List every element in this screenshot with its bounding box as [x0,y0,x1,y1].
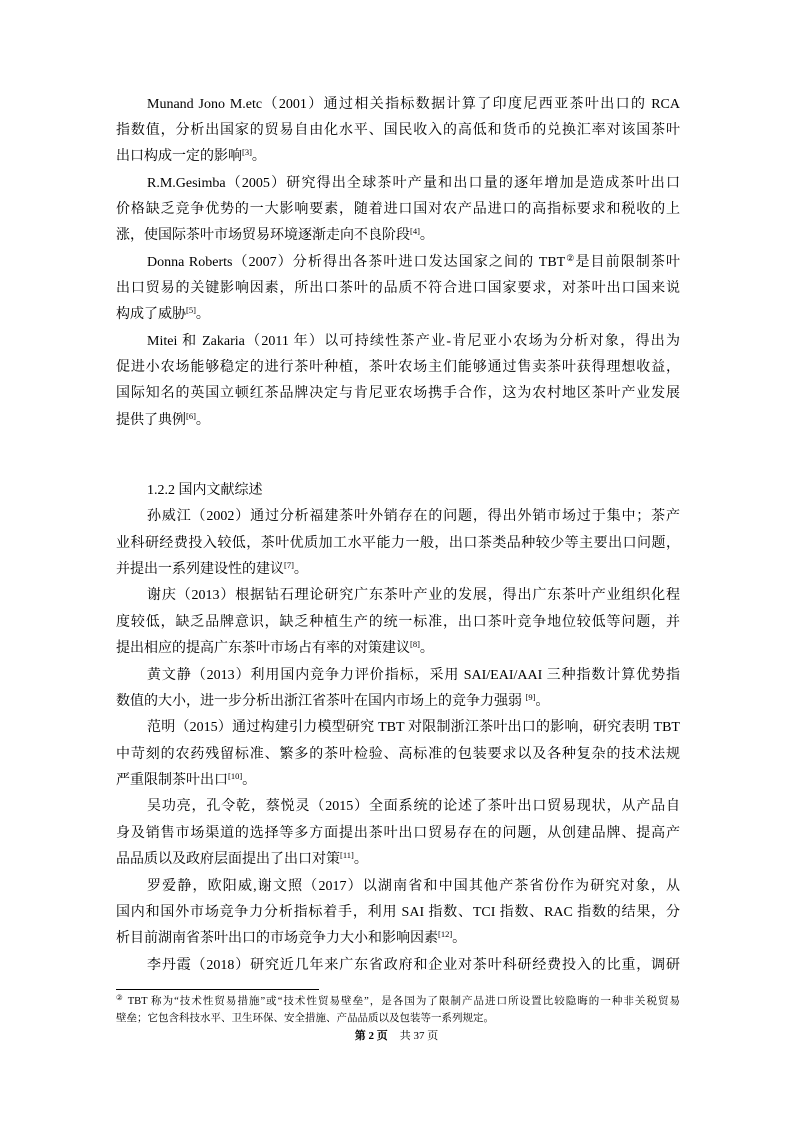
text-run: 提供了典例 [116,412,186,428]
section-heading-text: 1.2.2 国内文献综述 [147,482,263,498]
para-li-danxia-2018 [116,953,680,979]
text-line [116,302,680,328]
text-run: 。 [242,773,257,789]
text-run: 。 [195,412,210,428]
page-number [0,1028,793,1044]
text-line [116,926,680,952]
text-line [116,329,680,355]
text-run: 严重限制茶叶出口 [116,773,228,789]
text-run: 。 [195,307,210,323]
citation-ref: [10] [228,771,243,782]
text-run: Mitei 和 Zakaria（2011 年）以可持续性茶产业-肯尼亚小农场为分析对象，得出为 [147,333,680,349]
text-run: 构成了威胁 [116,307,186,323]
text-line [116,408,680,434]
text-run: 指数值，分析出国家的贸易自由化水平、国民收入的高低和货币的兑换汇率对该国茶叶 [116,123,680,139]
para-wu-gongliang-2015 [116,794,680,873]
text-run: 并提出一系列建设性的建议 [116,561,284,577]
para-roberts-2007 [116,250,680,329]
text-line [116,610,680,636]
text-run: 。 [419,228,434,244]
text-line [116,953,680,979]
footnote-line [116,1010,680,1028]
text-line [116,144,680,170]
text-line [116,663,680,689]
footnote-text: 壁垒；它包含科技水平、卫生环保、安全措施、产品品质以及包装等一系列规定。 [116,1013,494,1024]
text-line [116,223,680,249]
domestic-literature-section [116,478,680,979]
text-run: Donna Roberts（2007）分析得出各茶叶进口发达国家之间的 TBT [147,254,566,270]
citation-ref: [8] [410,639,420,650]
footnote-text: TBT 称为“技术性贸易措施”或“技术性贸易壁垒”，是各国为了限制产品进口所设置比较隐晦的一种非关税贸易 [127,995,681,1007]
text-run: 涨，使国际茶叶市场贸易环境逐渐走向不良阶段 [116,228,410,244]
text-line [116,689,680,715]
text-line [116,821,680,847]
citation-ref: [3] [242,147,252,158]
text-line [116,171,680,197]
footnote-marker: ② [116,992,124,1002]
text-run: 。 [353,852,368,868]
text-line [116,583,680,609]
text-run: 罗爱静，欧阳威,谢文照（2017）以湖南省和中国其他产茶省份作为研究对象，从 [147,878,680,894]
current-page-label: 第 2 页 [354,1030,388,1042]
text-run: 度较低，缺乏品牌意识，缺乏种植生产的统一标准，出口茶叶竞争地位较低等问题，并 [116,614,680,630]
text-line [116,118,680,144]
para-munand-jono-2001 [116,92,680,171]
footnote-separator [116,989,319,990]
para-gesimba-2005 [116,171,680,250]
text-run: 黄文静（2013）利用国内竞争力评价指标，采用 SAI/EAI/AAI 三种指数计算优势指 [147,667,680,683]
text-line [116,250,680,276]
section-heading [116,478,680,504]
text-run: Munand Jono M.etc（2001）通过相关指标数据计算了印度尼西亚茶叶出口的 RCA [147,96,680,112]
text-run: 。 [452,931,467,947]
text-run: 身及销售市场渠道的选择等多方面提出茶叶出口贸易存在的问题，从创建品牌、提高产 [116,825,680,841]
text-run: 出口贸易的关键影响因素，所出口茶叶的品质不符合进口国家要求，对茶叶出口国来说 [116,281,680,297]
foreign-literature-section [116,92,680,434]
text-run: 李丹霞（2018）研究近几年来广东省政府和企业对茶叶科研经费投入的比重，调研 [147,957,680,973]
citation-ref: [9] [525,691,536,702]
text-run: 数值的大小，进一步分析出浙江省茶叶在国内市场上的竞争力强弱 [116,693,526,709]
citation-ref: [7] [284,559,294,570]
text-run: 品品质以及政府层面提出了出口对策 [116,852,340,868]
text-line [116,531,680,557]
text-run: 促进小农场能够稳定的进行茶叶种植，茶叶农场主们能够通过售卖茶叶获得理想收益， [116,360,680,376]
text-run: R.M.Gesimba（2005）研究得出全球茶叶产量和出口量的逐年增加是造成茶叶出口 [147,175,680,191]
para-mitei-zakaria-2011 [116,329,680,434]
text-line [116,768,680,794]
para-luo-aijing-2017 [116,874,680,953]
text-run: 吴功亮，孔令乾，蔡悦灵（2015）全面系统的论述了茶叶出口贸易现状，从产品自 [147,799,680,815]
text-line [116,381,680,407]
text-run: 提出相应的提高广东茶叶市场占有率的对策建议 [116,641,410,657]
text-line [116,847,680,873]
footnote [116,993,680,1028]
text-run: 出口构成一定的影响 [116,149,242,165]
text-run: 是目前限制茶叶 [575,254,680,270]
footnote-ref: ② [565,252,576,263]
text-run: 。 [419,641,434,657]
text-line [116,197,680,223]
text-run: 。 [293,561,308,577]
total-pages-label: 共 37 页 [399,1030,439,1042]
text-run: 孙威江（2002）通过分析福建茶叶外销存在的问题，得出外销市场过于集中；茶产 [147,509,680,525]
citation-ref: [5] [186,305,196,316]
text-line [116,742,680,768]
text-run: 国际知名的英国立顿红茶品牌决定与肯尼亚农场携手合作，这为农村地区茶叶产业发展 [116,386,680,402]
text-line [116,355,680,381]
text-line [116,715,680,741]
text-line [116,92,680,118]
citation-ref: [11] [340,850,354,861]
citation-ref: [6] [186,410,196,421]
text-run: 价格缺乏竞争优势的一大影响要素，随着进口国对农产品进口的高指标要求和税收的上 [116,202,680,218]
text-run: 析目前湖南省茶叶出口的市场竞争力大小和影响因素 [116,931,438,947]
text-line [116,276,680,302]
footnote-line [116,993,680,1011]
text-run: 范明（2015）通过构建引力模型研究 TBT 对限制浙江茶叶出口的影响，研究表明 TBT [147,720,680,736]
text-line [116,874,680,900]
para-xie-qing-2013 [116,583,680,662]
text-run: 。 [535,693,550,709]
text-line [116,557,680,583]
para-sun-weijiang-2002 [116,504,680,583]
text-run: 业科研经费投入较低，茶叶优质加工水平能力一般，出口茶类品种较少等主要出口问题， [116,535,680,551]
text-run: 谢庆（2013）根据钻石理论研究广东茶叶产业的发展，得出广东茶叶产业组织化程 [147,588,680,604]
text-run: 。 [251,149,266,165]
text-line [116,900,680,926]
text-run: 中苛刻的农药残留标准、繁多的茶叶检验、高标准的包装要求以及各种复杂的技术法规 [116,746,680,762]
text-line [116,794,680,820]
text-run: 国内和国外市场竞争力分析指标着手，利用 SAI 指数、TCI 指数、RAC 指数的结果，分 [116,905,680,921]
para-fan-ming-2015 [116,715,680,794]
citation-ref: [4] [410,226,420,237]
para-huang-wenjing-2013 [116,663,680,716]
text-line [116,504,680,530]
citation-ref: [12] [438,929,453,940]
text-line [116,636,680,662]
